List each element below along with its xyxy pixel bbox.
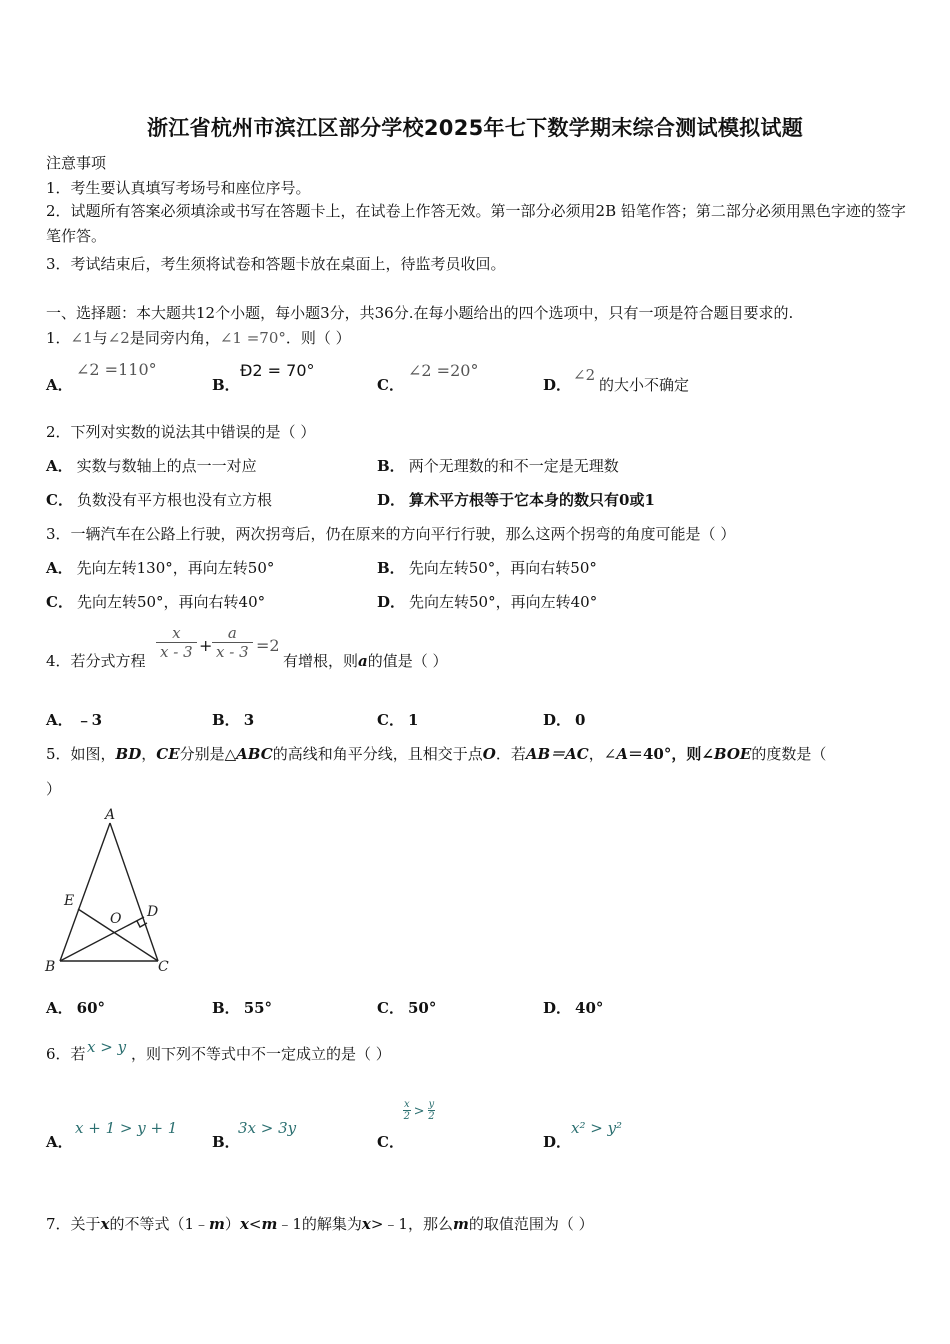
option-c[interactable]: C． [377, 1133, 404, 1151]
question-6-post: ，则下列不等式中不一定成立的是（ ） [131, 1045, 391, 1063]
option-a-math: ∠2 =110° [76, 360, 157, 379]
equation-rhs: =2 [256, 636, 280, 655]
label-b: B [45, 959, 56, 975]
side-ab [60, 823, 110, 961]
label-d: D [147, 904, 159, 920]
option-b[interactable]: B． 55° [212, 999, 273, 1017]
option-d-math: ∠2 [573, 366, 596, 384]
option-c-math: ∠2 =20° [408, 361, 479, 380]
option-d[interactable]: D． [543, 1133, 572, 1151]
question-4-post: 有增根，则a的值是（ ） [283, 652, 448, 670]
option-c[interactable]: C． [377, 376, 404, 394]
notice-heading: 注意事项 [46, 154, 107, 172]
question-5-stem-end: ） [46, 780, 62, 798]
option-a[interactable]: A． 60° [46, 999, 106, 1017]
notice-item: 1．考生要认真填写考场号和座位序号。 [46, 179, 311, 197]
option-d-math: x² > y² [571, 1119, 623, 1137]
fraction-2: $\frac{a}{x - 3}$ [212, 624, 253, 661]
option-d[interactable]: D． [543, 376, 572, 394]
label-o: O [110, 911, 122, 927]
option-c[interactable]: C． 先向左转50°，再向右转40° [46, 593, 266, 611]
segment-bd [60, 917, 144, 961]
angle-equation: ∠1 =70° [219, 329, 286, 347]
question-2-stem: 2．下列对实数的说法其中错误的是（ ） [46, 423, 316, 441]
label-c: C [158, 959, 169, 975]
question-5-stem: 5．如图，BD，CE分别是△ABC的高线和角平分线，且相交于点O．若AB＝AC，∠A＝40°，则∠BOE的度数是（ [46, 745, 827, 763]
fraction-1: $\frac{x}{x - 3}$ [156, 624, 197, 661]
option-d-text: 的大小不确定 [599, 376, 690, 394]
option-c-math: $\frac{x}{2}$ > $\frac{y}{2}$ [403, 1099, 435, 1122]
question-4-pre: 4．若分式方程 [46, 652, 146, 670]
triangle-figure [40, 805, 180, 975]
option-b[interactable]: B． 3 [212, 711, 255, 729]
option-a[interactable]: A． [46, 1133, 73, 1151]
label-a: A [105, 807, 116, 823]
section-heading: 一、选择题：本大题共12个小题，每小题3分，共36分.在每小题给出的四个选项中，只有一项是符合题目要求的. [46, 304, 794, 322]
question-6-pre: 6．若 [46, 1045, 86, 1063]
option-b-math: Ð2 = 70° [240, 361, 315, 380]
option-b[interactable]: B． 两个无理数的和不一定是无理数 [377, 457, 619, 475]
option-a-math: x + 1 > y + 1 [75, 1119, 178, 1137]
option-d[interactable]: D． 先向左转50°，再向左转40° [377, 593, 598, 611]
label-e: E [64, 893, 75, 909]
question-7-stem: 7．关于x的不等式（1﹣m）x<m﹣1的解集为x>﹣1，那么m的取值范围为（ ） [46, 1215, 594, 1233]
question-3-stem: 3．一辆汽车在公路上行驶，两次拐弯后，仍在原来的方向平行行驶，那么这两个拐弯的角度可能是（ ） [46, 525, 736, 543]
option-b[interactable]: B． 先向左转50°，再向右转50° [377, 559, 597, 577]
page-title: 浙江省杭州市滨江区部分学校2025年七下数学期末综合测试模拟试题 [146, 116, 804, 140]
option-b[interactable]: B． [212, 1133, 240, 1151]
question-6-condition: x > y [87, 1038, 127, 1056]
notice-item: 3．考试结束后，考生须将试卷和答题卡放在桌面上，待监考员收回。 [46, 255, 506, 273]
option-c[interactable]: C． 1 [377, 711, 419, 729]
notice-item: 2．试题所有答案必须填涂或书写在答题卡上，在试卷上作答无效。第一部分必须用2B 铅笔作答；第二部分必须用黑色字迹的签字笔作答。 [46, 202, 906, 245]
option-a[interactable]: A． [46, 376, 73, 394]
option-a[interactable]: A． 先向左转130°，再向左转50° [46, 559, 275, 577]
option-d[interactable]: D． 算术平方根等于它本身的数只有0或1 [377, 491, 655, 509]
option-b[interactable]: B． [212, 376, 240, 394]
angle-2: ∠2 [107, 329, 130, 347]
question-1-stem: 1．∠1与∠2是同旁内角，∠1 =70°．则（ ） [46, 329, 351, 347]
option-a[interactable]: A． ﹣3 [46, 711, 103, 729]
plus-sign: + [199, 636, 213, 655]
option-d[interactable]: D． 40° [543, 999, 604, 1017]
option-a[interactable]: A． 实数与数轴上的点一一对应 [46, 457, 257, 475]
option-c[interactable]: C． 负数没有平方根也没有立方根 [46, 491, 272, 509]
side-ac [110, 823, 158, 961]
option-d[interactable]: D． 0 [543, 711, 586, 729]
option-c[interactable]: C． 50° [377, 999, 437, 1017]
angle-1: ∠1 [70, 329, 93, 347]
option-b-math: 3x > 3y [238, 1119, 297, 1137]
